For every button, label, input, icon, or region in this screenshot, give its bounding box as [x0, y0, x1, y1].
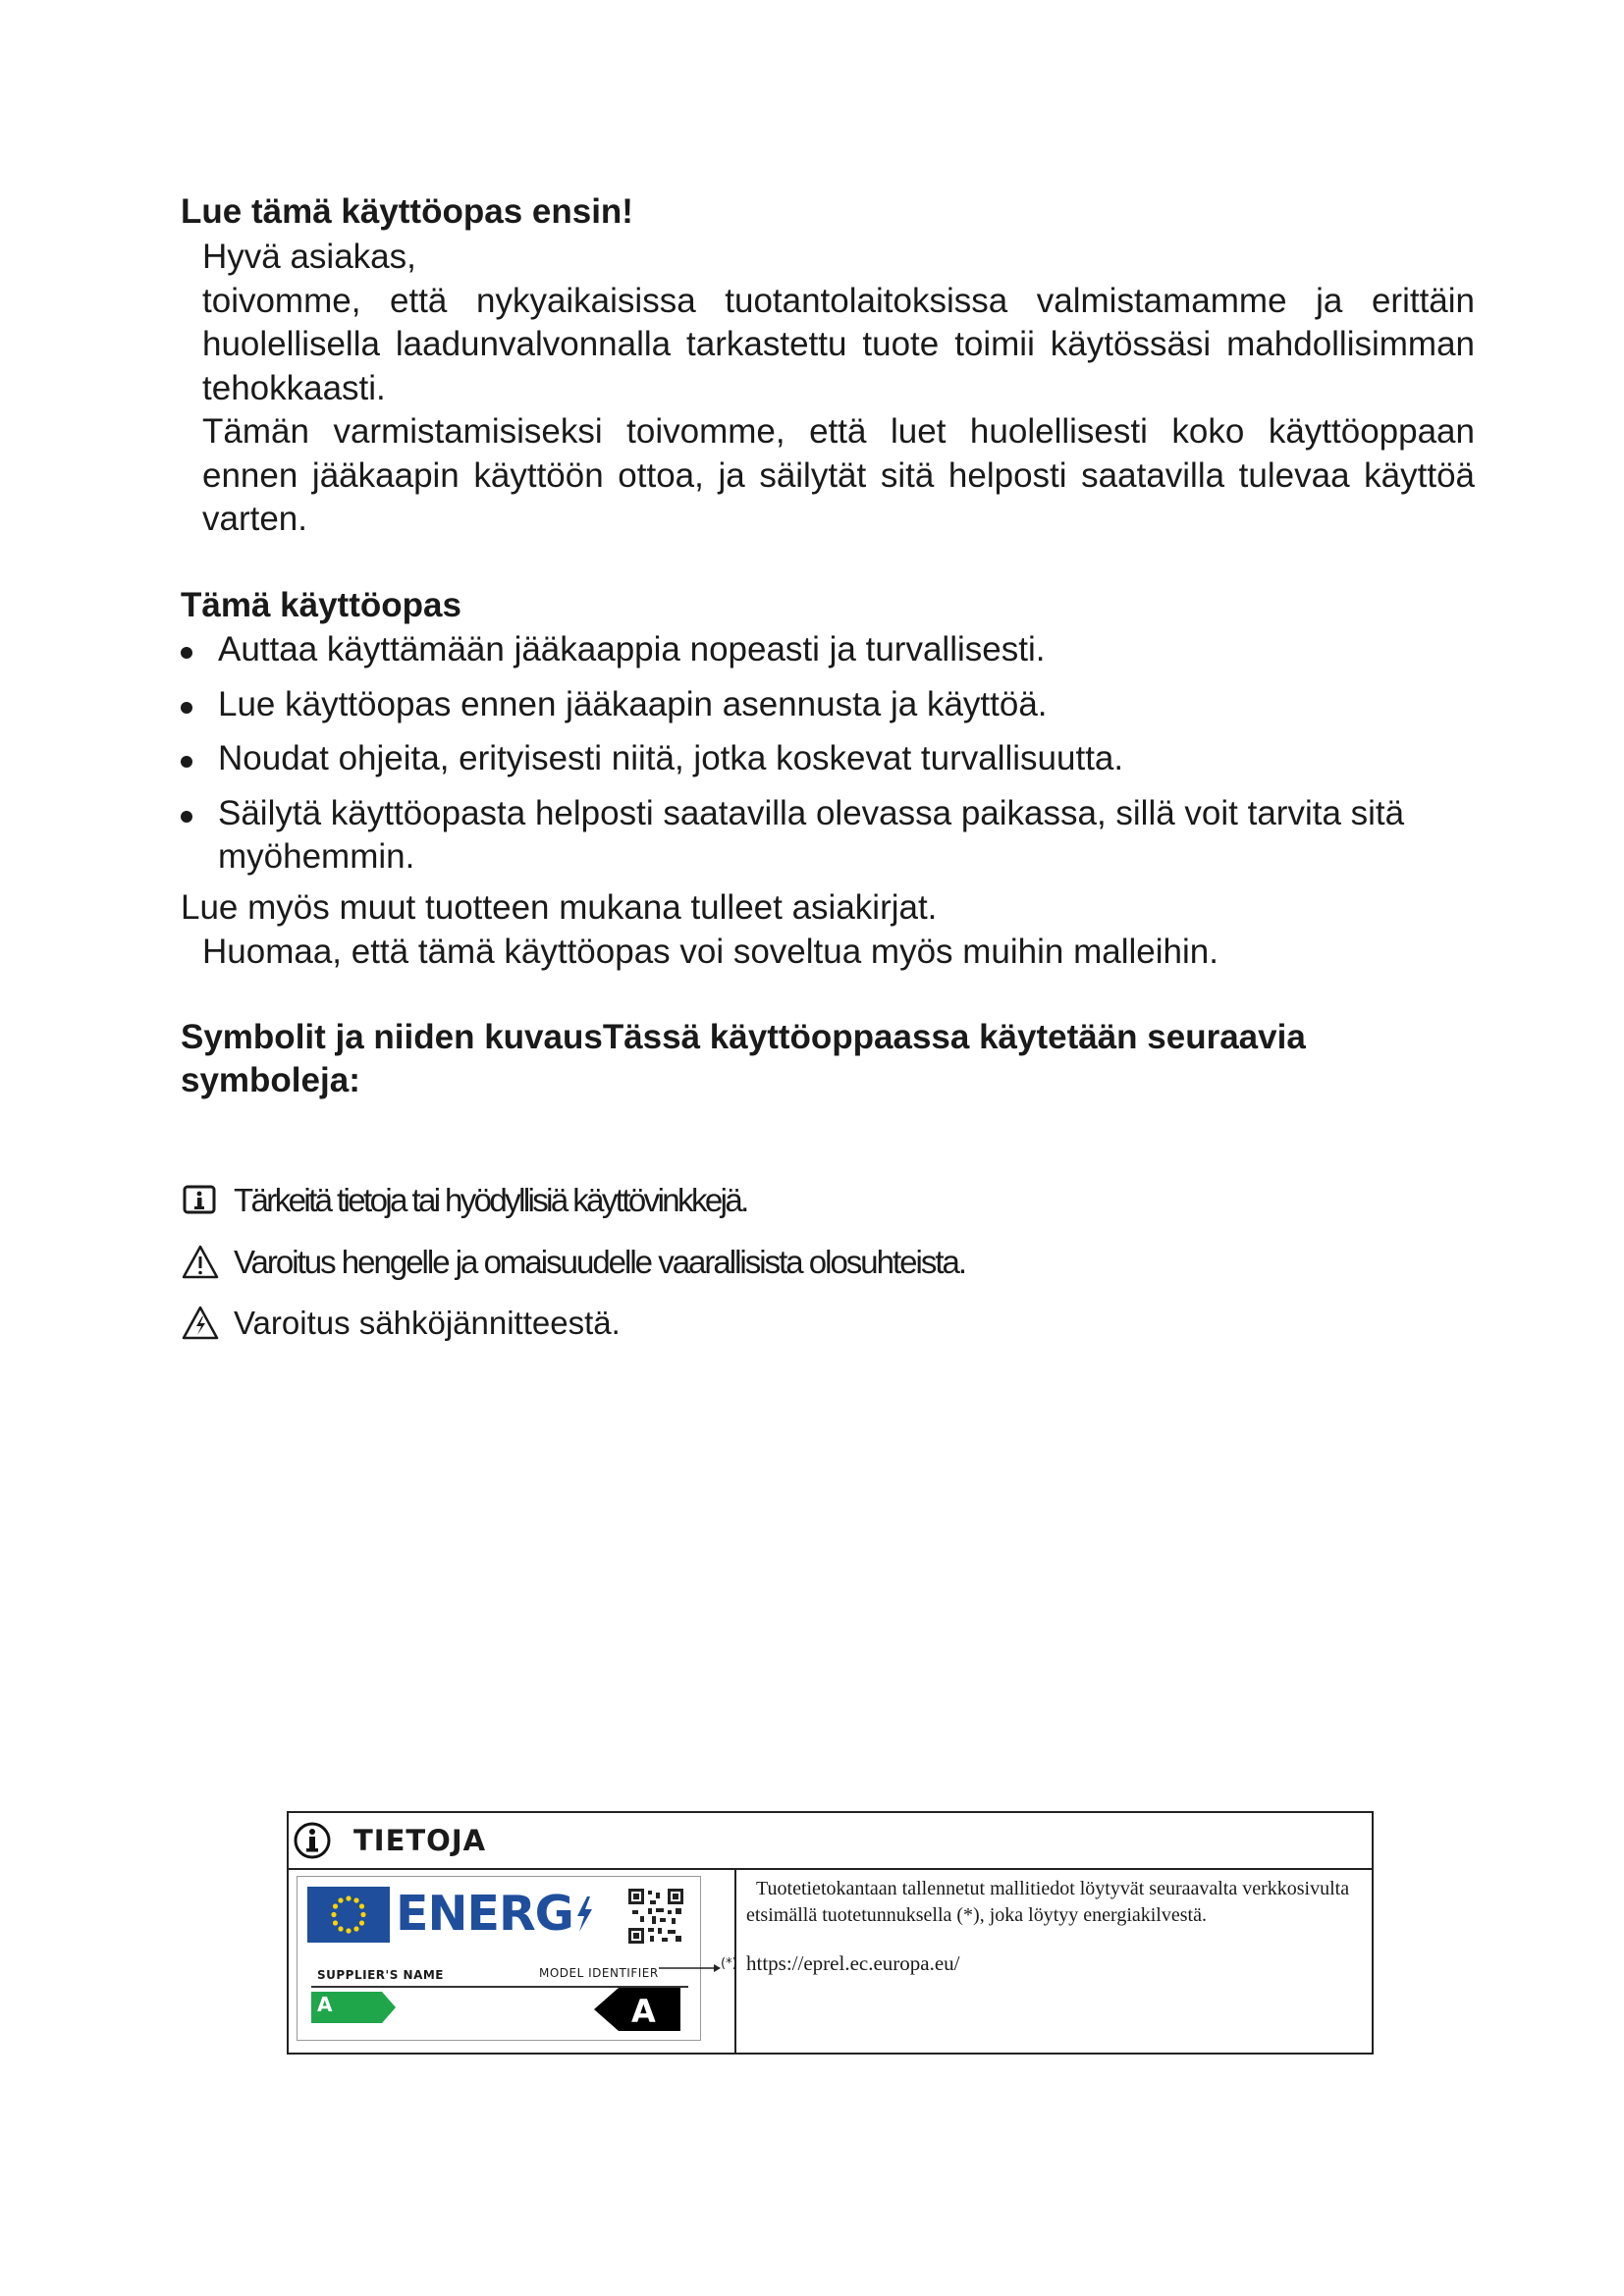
intro-paragraph-1: toivomme, että nykyaikaisissa tuotantolaitoksissa valmistamamme ja erittäin huolellisella laadunvalvonnalla tarkastettu tuote toimii käytössäsi mahdollisimman tehokkaasti.: [202, 281, 1475, 407]
list-item-text: Noudat ohjeita, erityisesti niitä, jotka koskevat turvallisuutta.: [218, 739, 1124, 777]
symbol-description: Varoitus sähköjännitteestä.: [234, 1305, 621, 1341]
model-identifier: MODEL IDENTIFIER: [539, 1966, 659, 1980]
manual-bullet-list: [181, 628, 1487, 890]
bullet-icon: [181, 756, 192, 768]
bullet-icon: [181, 647, 192, 659]
list-item: [181, 792, 1487, 880]
note-other-documents: Lue myös muut tuotteen mukana tulleet asiakirjat.: [181, 888, 938, 927]
info-icon: [181, 1181, 220, 1220]
intro-body: [181, 236, 1475, 542]
info-box-header: [289, 1813, 1372, 1870]
list-item: [181, 683, 1487, 727]
eprel-url: https://eprel.ec.europa.eu/: [746, 1951, 960, 1975]
supplier-name: SUPPLIER'S NAME: [317, 1968, 444, 1982]
symbol-row-info: [181, 1181, 747, 1220]
info-text-cell: [736, 1870, 1372, 2053]
intro-paragraph-2: Tämän varmistamisiseksi toivomme, että luet huolellisesti koko käyttöoppaan ennen jääkaapin käyttöön ottoa, ja säilytät sitä helposti saatavilla tulevaa käyttöä varten.: [202, 412, 1475, 538]
list-item-text: Säilytä käyttöopasta helposti saatavilla olevassa paikassa, sillä voit tarvita sitä myöhemmin.: [218, 793, 1405, 876]
model-note-marker: (*): [721, 1956, 737, 1971]
bullet-icon: [181, 702, 192, 714]
list-item-text: Lue käyttöopas ennen jääkaapin asennusta ja käyttöä.: [218, 684, 1048, 723]
energy-label-cell: [289, 1870, 736, 2053]
list-item-text: Auttaa käyttämään jääkaappia nopeasti ja turvallisesti.: [218, 630, 1046, 668]
greeting: Hyvä asiakas,: [202, 238, 416, 276]
energy-logo-text: ENERG: [396, 1886, 573, 1942]
info-circle-icon: [293, 1821, 332, 1860]
section-title-symbols: Symbolit ja niiden kuvausTässä käyttöoppaassa käytetään seuraavia symboleja:: [181, 1018, 1306, 1099]
list-item: [181, 628, 1487, 672]
section-title-intro: Lue tämä käyttöopas ensin!: [181, 192, 633, 231]
energy-class-rating: A: [631, 1993, 656, 2030]
list-item: [181, 737, 1487, 781]
symbol-row-electric: [181, 1304, 621, 1343]
symbol-row-warning: [181, 1243, 965, 1282]
warning-triangle-icon: [181, 1243, 220, 1282]
section-title-manual: Tämä käyttöopas: [181, 586, 461, 624]
note-other-models: Huomaa, että tämä käyttöopas voi soveltua myös muihin malleihin.: [202, 932, 1218, 971]
energy-label: [297, 1876, 701, 2041]
symbol-description: Varoitus hengelle ja omaisuudelle vaarallisista olosuhteista.: [234, 1244, 966, 1280]
electric-warning-icon: [181, 1304, 220, 1343]
bullet-icon: [181, 811, 192, 823]
symbol-description: Tärkeitä tietoja tai hyödyllisiä käyttövinkkejä.: [234, 1182, 747, 1218]
info-box: [287, 1811, 1374, 2055]
info-box-title: TIETOJA: [353, 1824, 487, 1857]
manual-notes: [181, 886, 1487, 974]
energy-class-scale-letter: A: [317, 1993, 333, 2016]
info-description: Tuotetietokantaan tallennetut mallitiedot löytyvät seuraavalta verkkosivulta etsimällä tuotetunnuksella (*), joka löytyy energiakilvestä.: [746, 1878, 1350, 1926]
